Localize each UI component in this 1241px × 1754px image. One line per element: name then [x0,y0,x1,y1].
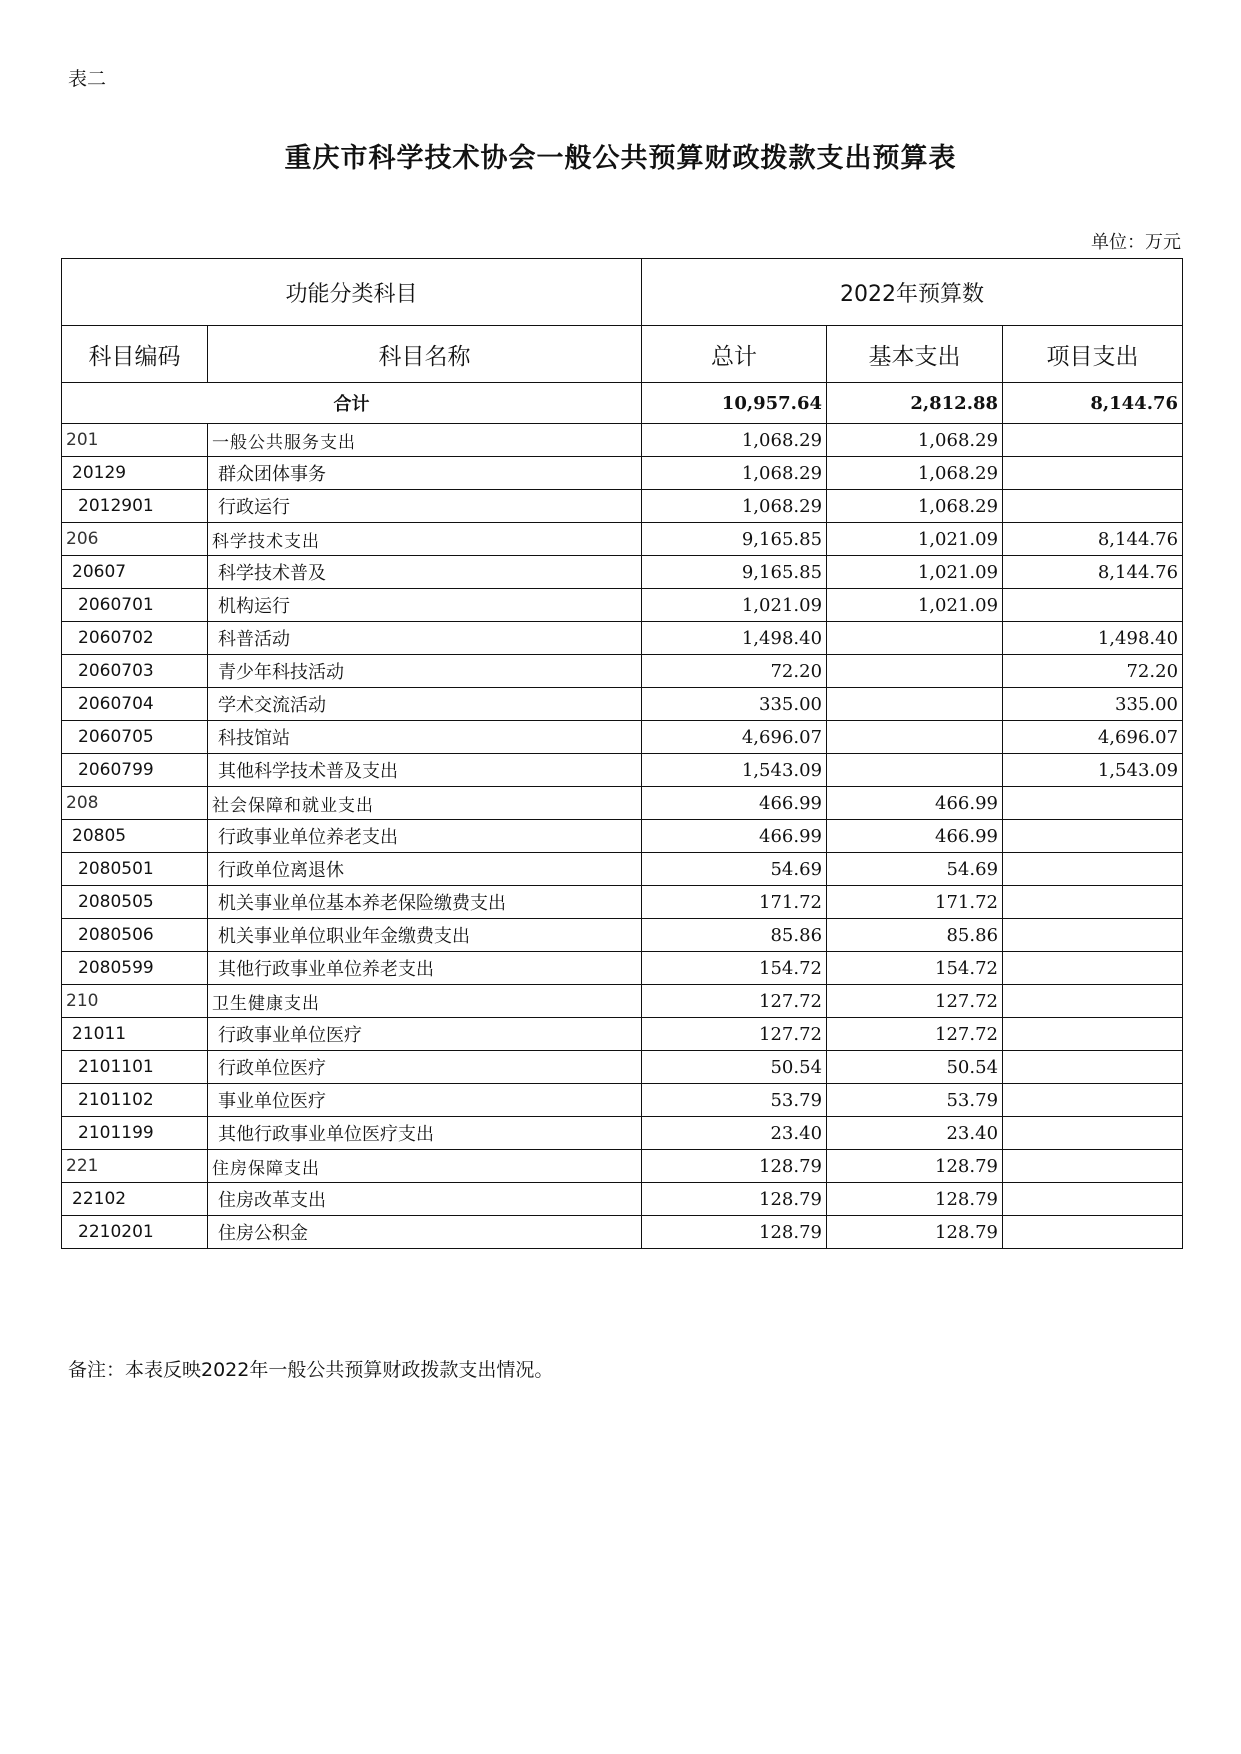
header-project: 项目支出 [1003,326,1183,383]
cell-code: 2080505 [62,886,208,919]
table-row [62,1216,1183,1249]
cell-code: 22102 [62,1183,208,1216]
cell-code: 2101199 [62,1117,208,1150]
table-row [62,589,1183,622]
cell-name: 群众团体事务 [208,457,642,490]
cell-code: 20607 [62,556,208,589]
cell-basic: 50.54 [827,1051,1003,1084]
cell-name: 社会保障和就业支出 [208,787,642,820]
cell-name: 机构运行 [208,589,642,622]
cell-project [1003,1051,1183,1084]
cell-code: 2210201 [62,1216,208,1249]
cell-project: 1,543.09 [1003,754,1183,787]
cell-project [1003,589,1183,622]
table-row [62,721,1183,754]
cell-name: 卫生健康支出 [208,985,642,1018]
cell-total: 54.69 [642,853,827,886]
cell-project [1003,1117,1183,1150]
cell-code: 20805 [62,820,208,853]
cell-name: 行政运行 [208,490,642,523]
cell-total: 85.86 [642,919,827,952]
cell-project [1003,952,1183,985]
table-row [62,556,1183,589]
cell-project: 335.00 [1003,688,1183,721]
cell-name: 其他科学技术普及支出 [208,754,642,787]
header-row-columns [62,326,1183,383]
table-row [62,490,1183,523]
cell-total: 127.72 [642,985,827,1018]
cell-project [1003,1216,1183,1249]
cell-code: 208 [62,787,208,820]
cell-name: 学术交流活动 [208,688,642,721]
cell-name: 科技馆站 [208,721,642,754]
cell-project [1003,919,1183,952]
cell-total: 50.54 [642,1051,827,1084]
cell-code: 2060705 [62,721,208,754]
cell-basic: 127.72 [827,1018,1003,1051]
cell-project: 8,144.76 [1003,523,1183,556]
table-row [62,622,1183,655]
table-row [62,457,1183,490]
table-row [62,523,1183,556]
cell-total: 466.99 [642,820,827,853]
cell-name: 行政单位离退休 [208,853,642,886]
cell-total: 9,165.85 [642,523,827,556]
table-row [62,886,1183,919]
cell-name: 机关事业单位职业年金缴费支出 [208,919,642,952]
unit-label: 单位：万元 [1091,232,1181,253]
table-row [62,853,1183,886]
cell-project [1003,424,1183,457]
cell-name: 其他行政事业单位医疗支出 [208,1117,642,1150]
table-row [62,655,1183,688]
cell-total: 23.40 [642,1117,827,1150]
cell-name: 科学技术支出 [208,523,642,556]
cell-name: 行政单位医疗 [208,1051,642,1084]
cell-basic: 1,068.29 [827,457,1003,490]
header-row-group [62,259,1183,326]
cell-basic: 466.99 [827,787,1003,820]
cell-project [1003,853,1183,886]
cell-project: 72.20 [1003,655,1183,688]
cell-code: 206 [62,523,208,556]
cell-project: 4,696.07 [1003,721,1183,754]
cell-total: 128.79 [642,1150,827,1183]
cell-total: 154.72 [642,952,827,985]
cell-total: 128.79 [642,1183,827,1216]
cell-basic: 171.72 [827,886,1003,919]
cell-code: 2060701 [62,589,208,622]
cell-basic: 1,021.09 [827,589,1003,622]
table-row [62,985,1183,1018]
table-row [62,1117,1183,1150]
table-row [62,820,1183,853]
table-row [62,1051,1183,1084]
cell-name: 行政事业单位养老支出 [208,820,642,853]
cell-code: 20129 [62,457,208,490]
total-label: 合计 [62,383,642,424]
cell-code: 2080599 [62,952,208,985]
cell-name: 青少年科技活动 [208,655,642,688]
cell-name: 科学技术普及 [208,556,642,589]
cell-project [1003,1084,1183,1117]
total-row [62,383,1183,424]
table-row [62,688,1183,721]
cell-name: 科普活动 [208,622,642,655]
cell-project: 1,498.40 [1003,622,1183,655]
table-row [62,919,1183,952]
cell-basic [827,688,1003,721]
cell-total: 53.79 [642,1084,827,1117]
header-name: 科目名称 [208,326,642,383]
footnote: 备注：本表反映2022年一般公共预算财政拨款支出情况。 [68,1359,554,1381]
cell-total: 1,021.09 [642,589,827,622]
cell-total: 335.00 [642,688,827,721]
cell-basic: 54.69 [827,853,1003,886]
cell-total: 1,068.29 [642,424,827,457]
total-project: 8,144.76 [1003,383,1183,424]
cell-project [1003,787,1183,820]
cell-basic: 53.79 [827,1084,1003,1117]
cell-code: 2060799 [62,754,208,787]
cell-basic: 154.72 [827,952,1003,985]
cell-project [1003,985,1183,1018]
table-row [62,787,1183,820]
cell-project [1003,1150,1183,1183]
cell-total: 127.72 [642,1018,827,1051]
cell-basic: 466.99 [827,820,1003,853]
cell-code: 2101102 [62,1084,208,1117]
cell-name: 住房改革支出 [208,1183,642,1216]
cell-total: 72.20 [642,655,827,688]
cell-name: 行政事业单位医疗 [208,1018,642,1051]
cell-project [1003,886,1183,919]
header-year-group: 2022年预算数 [642,259,1183,326]
cell-basic: 1,021.09 [827,523,1003,556]
cell-basic: 85.86 [827,919,1003,952]
cell-basic: 1,021.09 [827,556,1003,589]
cell-name: 住房保障支出 [208,1150,642,1183]
cell-total: 1,543.09 [642,754,827,787]
cell-basic [827,721,1003,754]
cell-code: 2012901 [62,490,208,523]
cell-project [1003,820,1183,853]
cell-code: 221 [62,1150,208,1183]
cell-code: 2080501 [62,853,208,886]
table-row [62,1018,1183,1051]
cell-total: 466.99 [642,787,827,820]
cell-basic: 128.79 [827,1183,1003,1216]
cell-total: 4,696.07 [642,721,827,754]
table-row [62,1183,1183,1216]
cell-code: 201 [62,424,208,457]
cell-total: 1,498.40 [642,622,827,655]
cell-basic: 23.40 [827,1117,1003,1150]
table-label: 表二 [68,68,107,90]
cell-name: 事业单位医疗 [208,1084,642,1117]
cell-basic [827,655,1003,688]
table-row [62,754,1183,787]
cell-code: 2060702 [62,622,208,655]
cell-basic: 1,068.29 [827,490,1003,523]
cell-basic: 128.79 [827,1150,1003,1183]
header-basic: 基本支出 [827,326,1003,383]
cell-project [1003,1018,1183,1051]
cell-basic: 127.72 [827,985,1003,1018]
total-basic: 2,812.88 [827,383,1003,424]
header-code: 科目编码 [62,326,208,383]
table-row [62,1084,1183,1117]
cell-total: 9,165.85 [642,556,827,589]
table-row [62,424,1183,457]
budget-table [61,258,1183,1249]
cell-name: 住房公积金 [208,1216,642,1249]
cell-project: 8,144.76 [1003,556,1183,589]
cell-basic: 1,068.29 [827,424,1003,457]
cell-code: 2080506 [62,919,208,952]
table-row [62,1150,1183,1183]
cell-basic [827,622,1003,655]
cell-project [1003,1183,1183,1216]
cell-code: 21011 [62,1018,208,1051]
header-total: 总计 [642,326,827,383]
cell-project [1003,457,1183,490]
cell-total: 171.72 [642,886,827,919]
cell-basic [827,754,1003,787]
table-row [62,952,1183,985]
cell-total: 1,068.29 [642,490,827,523]
cell-basic: 128.79 [827,1216,1003,1249]
cell-code: 2060703 [62,655,208,688]
cell-project [1003,490,1183,523]
cell-code: 210 [62,985,208,1018]
cell-name: 一般公共服务支出 [208,424,642,457]
page-title: 重庆市科学技术协会一般公共预算财政拨款支出预算表 [284,143,957,174]
cell-code: 2060704 [62,688,208,721]
header-func-group: 功能分类科目 [62,259,642,326]
cell-code: 2101101 [62,1051,208,1084]
total-sum: 10,957.64 [642,383,827,424]
cell-name: 机关事业单位基本养老保险缴费支出 [208,886,642,919]
cell-total: 128.79 [642,1216,827,1249]
cell-name: 其他行政事业单位养老支出 [208,952,642,985]
cell-total: 1,068.29 [642,457,827,490]
